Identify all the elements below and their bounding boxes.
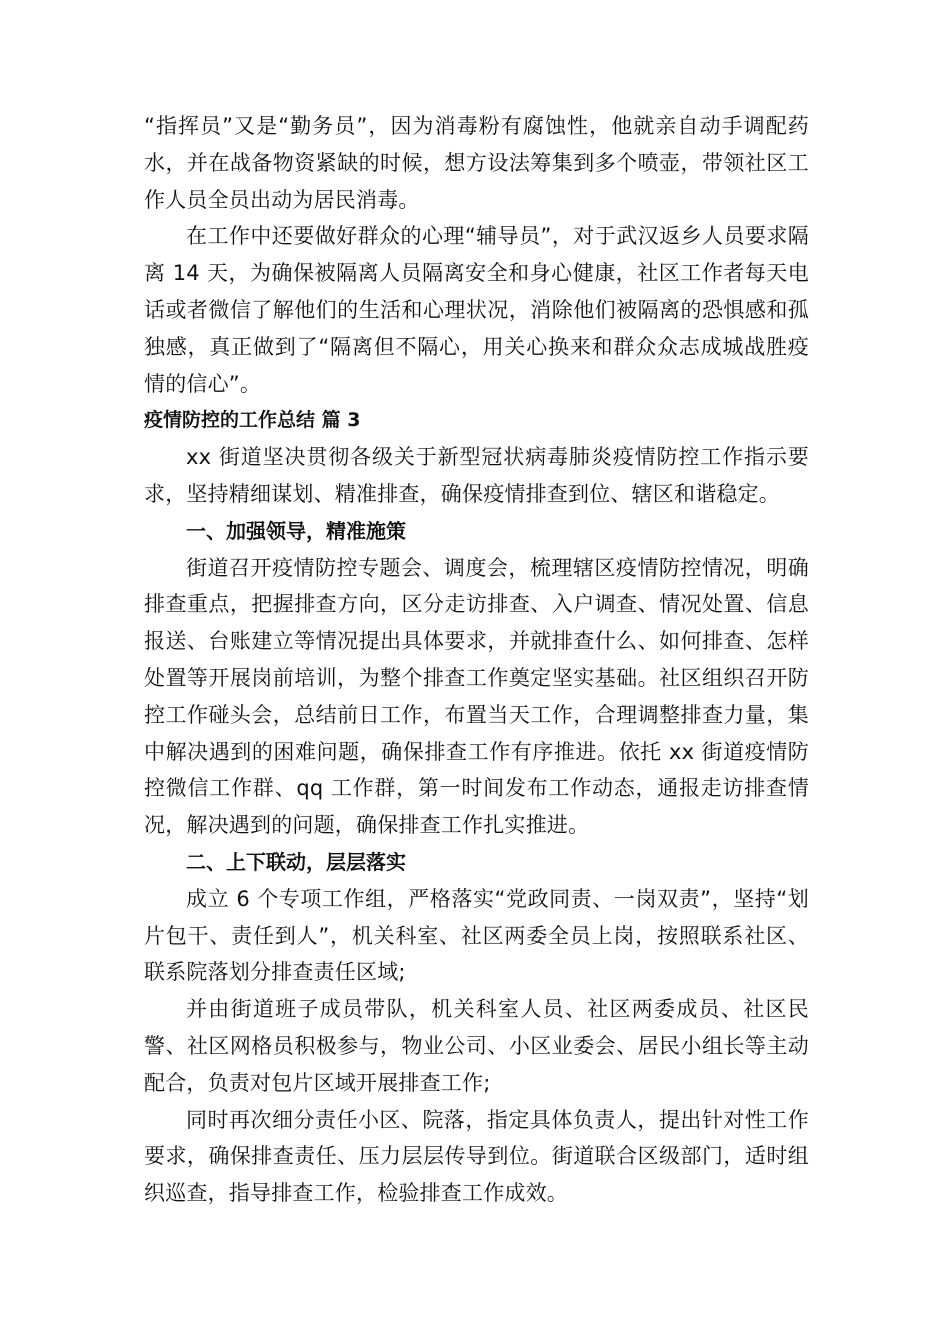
paragraph: “指挥员”又是“勤务员”，因为消毒粉有腐蚀性，他就亲自动手调配药水，并在战备物资紧缺的时候，想方设法筹集到多个喷壶，带领社区工作人员全员出动为居民消毒。 (144, 114, 809, 212)
paragraph: 街道召开疫情防控专题会、调度会，梳理辖区疫情防控情况，明确排查重点，把握排查方向，区分走访排查、入户调查、情况处置、信息报送、台账建立等情况提出具体要求，并就排查什么、如何排查、怎样处置等开展岗前培训，为整个排查工作奠定坚实基础。社区组织召开防控工作碰头会，总结前日工作，布置当天工作，合理调整排查力量，集中解决遇到的困难问题，确保排查工作有序推进。依托 xx 街道疫情防控微信工作群、qq 工作群，第一时间发布工作动态，通报走访排查情况，解决遇到的问题，确保排查工作扎实推进。 (144, 555, 809, 838)
subsection-heading: 一、加强领导，精准施策 (186, 518, 406, 543)
document-page (144, 108, 809, 1212)
paragraph: 并由街道班子成员带队，机关科室人员、社区两委成员、社区民警、社区网格员积极参与，物业公司、小区业委会、居民小组长等主动配合，负责对包片区域开展排查工作; (144, 997, 809, 1095)
paragraph: 在工作中还要做好群众的心理“辅导员”，对于武汉返乡人员要求隔离 14 天，为确保被隔离人员隔离安全和身心健康，社区工作者每天电话或者微信了解他们的生活和心理状况，消除他们被隔离的恐惧感和孤独感，真正做到了“隔离但不隔心，用关心换来和群众众志成城战胜疫情的信心”。 (144, 224, 809, 396)
paragraph: 成立 6 个专项工作组，严格落实“党政同责、一岗双责”，坚持“划片包干、责任到人”，机关科室、社区两委全员上岗，按照联系社区、联系院落划分排查责任区域; (144, 886, 809, 985)
paragraph: 同时再次细分责任小区、院落，指定具体负责人，提出针对性工作要求，确保排查责任、压力层层传导到位。街道联合区级部门，适时组织巡查，指导排查工作，检验排查工作成效。 (144, 1107, 809, 1206)
subsection-heading: 二、上下联动，层层落实 (186, 849, 406, 874)
section-heading: 疫情防控的工作总结 篇 3 (144, 409, 361, 432)
paragraph: xx 街道坚决贯彻各级关于新型冠状病毒肺炎疫情防控工作指示要求，坚持精细谋划、精准排查，确保疫情排查到位、辖区和谐稳定。 (144, 445, 809, 506)
